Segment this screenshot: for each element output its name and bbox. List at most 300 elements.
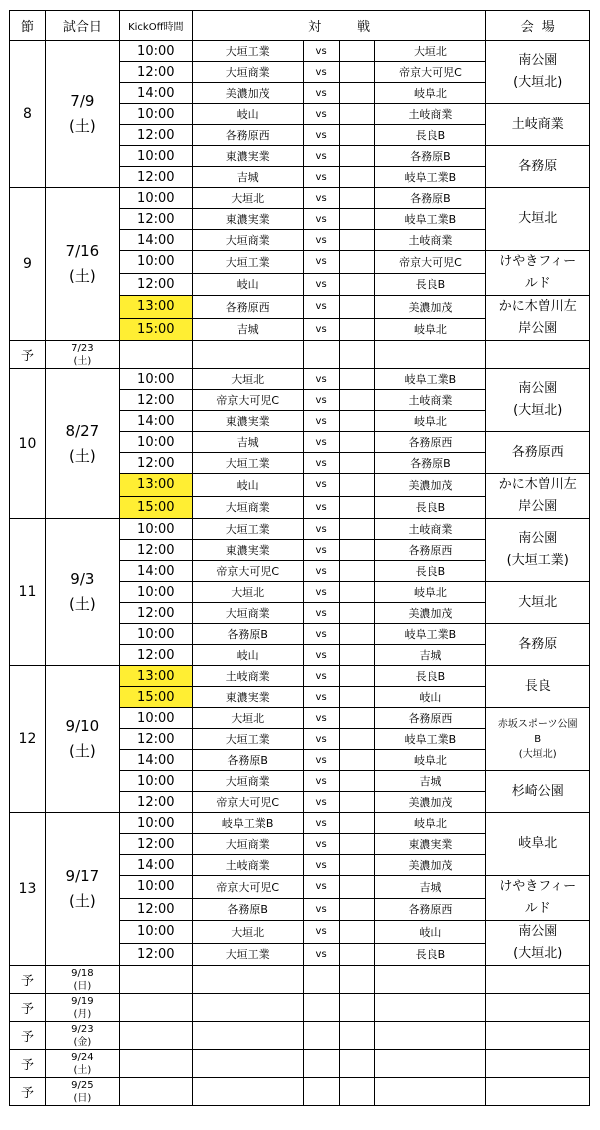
vs-label: vs	[303, 687, 339, 708]
home-team: 各務原西	[192, 296, 303, 319]
kickoff-time: 12:00	[119, 209, 192, 230]
empty-cell	[303, 341, 339, 369]
empty-cell	[339, 1022, 375, 1050]
home-team: 大垣北	[192, 708, 303, 729]
section-dow: (土)	[69, 742, 96, 760]
empty-cell	[339, 994, 375, 1022]
reserve-date: 9/24	[71, 1051, 94, 1063]
reserve-date: 7/23	[71, 342, 94, 354]
kickoff-time: 10:00	[119, 708, 192, 729]
reserve-label: 予	[10, 994, 46, 1022]
vs-label: vs	[303, 603, 339, 624]
match-row	[10, 666, 590, 687]
vs-label: vs	[303, 834, 339, 855]
empty-cell	[486, 966, 590, 994]
kickoff-time: 12:00	[119, 729, 192, 750]
away-team: 岐阜工業B	[375, 209, 486, 230]
reserve-date: 9/25	[71, 1079, 94, 1091]
empty-cell	[119, 994, 192, 1022]
away-team: 岐阜工業B	[375, 624, 486, 645]
section-date: 7/9	[70, 92, 95, 110]
home-team: 大垣工業	[192, 41, 303, 62]
vs-label: vs	[303, 146, 339, 167]
vs-label: vs	[303, 898, 339, 921]
header-row	[10, 11, 590, 41]
home-team: 大垣工業	[192, 943, 303, 966]
spacer-cell	[339, 750, 375, 771]
spacer-cell	[339, 230, 375, 251]
home-team: 東濃実業	[192, 146, 303, 167]
away-team: 岐阜北	[375, 83, 486, 104]
away-team: 美濃加茂	[375, 855, 486, 876]
home-team: 各務原B	[192, 624, 303, 645]
kickoff-time: 10:00	[119, 813, 192, 834]
kickoff-time: 14:00	[119, 83, 192, 104]
spacer-cell	[339, 898, 375, 921]
venue-cell	[486, 296, 590, 341]
venue-line: 岐阜北	[518, 836, 558, 851]
section-date-cell	[45, 519, 119, 666]
away-team: 岐阜北	[375, 750, 486, 771]
kickoff-time: 10:00	[119, 624, 192, 645]
home-team: 各務原西	[192, 125, 303, 146]
reserve-row	[10, 1078, 590, 1106]
empty-cell	[119, 341, 192, 369]
vs-label: vs	[303, 83, 339, 104]
kickoff-time: 10:00	[119, 432, 192, 453]
away-team: 美濃加茂	[375, 792, 486, 813]
kickoff-time: 12:00	[119, 273, 192, 296]
spacer-cell	[339, 561, 375, 582]
kickoff-time: 13:00	[119, 666, 192, 687]
venue-line: 各務原	[518, 158, 558, 174]
venue-line: 南公園	[518, 531, 558, 546]
spacer-cell	[339, 519, 375, 540]
kickoff-time: 13:00	[119, 296, 192, 319]
section-date-cell	[45, 666, 119, 813]
kickoff-time: 10:00	[119, 41, 192, 62]
vs-label: vs	[303, 750, 339, 771]
vs-label: vs	[303, 296, 339, 319]
empty-cell	[303, 994, 339, 1022]
away-team: 各務原B	[375, 188, 486, 209]
home-team: 各務原B	[192, 898, 303, 921]
away-team: 岐阜工業B	[375, 167, 486, 188]
away-team: 岐阜工業B	[375, 729, 486, 750]
vs-label: vs	[303, 813, 339, 834]
venue-cell	[486, 519, 590, 582]
vs-label: vs	[303, 432, 339, 453]
home-team: 東濃実業	[192, 687, 303, 708]
vs-label: vs	[303, 41, 339, 62]
away-team: 長良B	[375, 943, 486, 966]
away-team: 長良B	[375, 561, 486, 582]
kickoff-time: 12:00	[119, 645, 192, 666]
away-team: 岐阜北	[375, 813, 486, 834]
spacer-cell	[339, 496, 375, 519]
away-team: 各務原西	[375, 540, 486, 561]
home-team: 東濃実業	[192, 540, 303, 561]
section-dow: (土)	[69, 117, 96, 135]
empty-cell	[375, 341, 486, 369]
section-number: 11	[10, 519, 46, 666]
empty-cell	[303, 966, 339, 994]
reserve-dow: (日)	[73, 1092, 92, 1104]
kickoff-time: 13:00	[119, 474, 192, 497]
vs-label: vs	[303, 645, 339, 666]
kickoff-time: 12:00	[119, 540, 192, 561]
away-team: 各務原西	[375, 432, 486, 453]
vs-label: vs	[303, 943, 339, 966]
spacer-cell	[339, 62, 375, 83]
home-team: 岐山	[192, 104, 303, 125]
vs-label: vs	[303, 230, 339, 251]
vs-label: vs	[303, 273, 339, 296]
venue-cell	[486, 582, 590, 624]
away-team: 長良B	[375, 496, 486, 519]
home-team: 土岐商業	[192, 855, 303, 876]
home-team: 大垣商業	[192, 771, 303, 792]
spacer-cell	[339, 188, 375, 209]
reserve-label: 予	[10, 1078, 46, 1106]
empty-cell	[192, 1050, 303, 1078]
home-team: 各務原B	[192, 750, 303, 771]
away-team: 美濃加茂	[375, 474, 486, 497]
home-team: 美濃加茂	[192, 83, 303, 104]
spacer-cell	[339, 834, 375, 855]
home-team: 東濃実業	[192, 411, 303, 432]
kickoff-time: 15:00	[119, 687, 192, 708]
empty-cell	[303, 1078, 339, 1106]
home-team: 帝京大可児C	[192, 792, 303, 813]
away-team: 長良B	[375, 125, 486, 146]
vs-label: vs	[303, 855, 339, 876]
empty-cell	[375, 966, 486, 994]
venue-cell	[486, 876, 590, 921]
section-date: 9/17	[65, 867, 100, 885]
vs-label: vs	[303, 251, 339, 274]
away-team: 土岐商業	[375, 230, 486, 251]
spacer-cell	[339, 474, 375, 497]
spacer-cell	[339, 813, 375, 834]
kickoff-time: 10:00	[119, 771, 192, 792]
home-team: 帝京大可児C	[192, 390, 303, 411]
vs-label: vs	[303, 125, 339, 146]
home-team: 吉城	[192, 432, 303, 453]
venue-cell	[486, 104, 590, 146]
home-team: 大垣工業	[192, 453, 303, 474]
spacer-cell	[339, 432, 375, 453]
kickoff-time: 10:00	[119, 519, 192, 540]
venue-line: (大垣工業)	[506, 553, 569, 568]
vs-label: vs	[303, 390, 339, 411]
kickoff-time: 15:00	[119, 496, 192, 519]
section-dow: (土)	[69, 267, 96, 285]
spacer-cell	[339, 624, 375, 645]
empty-cell	[375, 1050, 486, 1078]
away-team: 長良B	[375, 666, 486, 687]
vs-label: vs	[303, 167, 339, 188]
spacer-cell	[339, 855, 375, 876]
spacer-cell	[339, 125, 375, 146]
reserve-date-cell	[45, 1050, 119, 1078]
match-row	[10, 519, 590, 540]
venue-cell	[486, 666, 590, 708]
match-row	[10, 188, 590, 209]
kickoff-time: 10:00	[119, 104, 192, 125]
venue-cell	[486, 251, 590, 296]
venue-cell	[486, 474, 590, 519]
vs-label: vs	[303, 876, 339, 899]
home-team: 大垣商業	[192, 834, 303, 855]
empty-cell	[339, 341, 375, 369]
kickoff-time: 10:00	[119, 146, 192, 167]
away-team: 土岐商業	[375, 104, 486, 125]
kickoff-time: 10:00	[119, 876, 192, 899]
reserve-row	[10, 1050, 590, 1078]
section-date: 9/3	[70, 570, 95, 588]
header-section: 節	[10, 11, 46, 41]
home-team: 吉城	[192, 167, 303, 188]
away-team: 各務原西	[375, 708, 486, 729]
venue-line: ルド	[524, 901, 551, 916]
vs-label: vs	[303, 519, 339, 540]
venue-line: 南公園	[518, 53, 558, 68]
reserve-row	[10, 341, 590, 369]
empty-cell	[486, 1022, 590, 1050]
kickoff-time: 14:00	[119, 750, 192, 771]
vs-label: vs	[303, 540, 339, 561]
kickoff-time: 12:00	[119, 834, 192, 855]
vs-label: vs	[303, 582, 339, 603]
venue-cell	[486, 432, 590, 474]
vs-label: vs	[303, 453, 339, 474]
kickoff-time: 14:00	[119, 411, 192, 432]
venue-line: (大垣北)	[518, 748, 557, 760]
venue-cell	[486, 369, 590, 432]
reserve-dow: (日)	[73, 980, 92, 992]
home-team: 帝京大可児C	[192, 876, 303, 899]
venue-line: 杉崎公園	[511, 783, 564, 799]
reserve-row	[10, 966, 590, 994]
spacer-cell	[339, 318, 375, 341]
spacer-cell	[339, 876, 375, 899]
vs-label: vs	[303, 188, 339, 209]
kickoff-time: 12:00	[119, 792, 192, 813]
venue-line: 大垣北	[518, 594, 558, 610]
away-team: 大垣北	[375, 41, 486, 62]
empty-cell	[339, 1078, 375, 1106]
empty-cell	[119, 1022, 192, 1050]
vs-label: vs	[303, 496, 339, 519]
venue-line: 各務原	[518, 636, 558, 652]
section-date: 7/16	[65, 242, 100, 260]
empty-cell	[192, 1078, 303, 1106]
spacer-cell	[339, 146, 375, 167]
home-team: 岐阜工業B	[192, 813, 303, 834]
away-team: 土岐商業	[375, 519, 486, 540]
venue-cell	[486, 41, 590, 104]
venue-line: かに木曽川左	[498, 477, 577, 492]
spacer-cell	[339, 273, 375, 296]
empty-cell	[486, 994, 590, 1022]
home-team: 岐山	[192, 474, 303, 497]
home-team: 帝京大可児C	[192, 561, 303, 582]
vs-label: vs	[303, 771, 339, 792]
kickoff-time: 12:00	[119, 603, 192, 624]
home-team: 大垣北	[192, 369, 303, 390]
spacer-cell	[339, 603, 375, 624]
away-team: 帝京大可児C	[375, 62, 486, 83]
match-row	[10, 41, 590, 62]
away-team: 岐阜北	[375, 411, 486, 432]
empty-cell	[486, 1078, 590, 1106]
section-number: 12	[10, 666, 46, 813]
reserve-date-cell	[45, 341, 119, 369]
home-team: 大垣工業	[192, 519, 303, 540]
match-row	[10, 369, 590, 390]
kickoff-time: 12:00	[119, 62, 192, 83]
away-team: 長良B	[375, 273, 486, 296]
empty-cell	[375, 1078, 486, 1106]
spacer-cell	[339, 540, 375, 561]
venue-line: 南公園	[518, 924, 558, 939]
empty-cell	[303, 1050, 339, 1078]
venue-line: 大垣北	[518, 211, 558, 226]
kickoff-time: 12:00	[119, 943, 192, 966]
reserve-dow: (月)	[73, 1008, 92, 1020]
kickoff-time: 10:00	[119, 582, 192, 603]
venue-line: けやきフィー	[499, 879, 577, 894]
venue-line: B	[534, 733, 542, 745]
empty-cell	[486, 341, 590, 369]
kickoff-time: 12:00	[119, 125, 192, 146]
vs-label: vs	[303, 369, 339, 390]
away-team: 各務原西	[375, 898, 486, 921]
section-date-cell	[45, 41, 119, 188]
away-team: 吉城	[375, 771, 486, 792]
away-team: 帝京大可児C	[375, 251, 486, 274]
reserve-date: 9/18	[71, 967, 94, 979]
away-team: 岐山	[375, 921, 486, 944]
reserve-date-cell	[45, 966, 119, 994]
vs-label: vs	[303, 708, 339, 729]
away-team: 岐山	[375, 687, 486, 708]
kickoff-time: 15:00	[119, 318, 192, 341]
kickoff-time: 12:00	[119, 453, 192, 474]
home-team: 東濃実業	[192, 209, 303, 230]
away-team: 東濃実業	[375, 834, 486, 855]
venue-cell	[486, 146, 590, 188]
venue-line: けやきフィー	[499, 254, 577, 269]
venue-line: 岸公園	[518, 499, 558, 514]
vs-label: vs	[303, 474, 339, 497]
kickoff-time: 10:00	[119, 369, 192, 390]
section-dow: (土)	[69, 892, 96, 910]
header-venue: 会場	[486, 11, 590, 41]
empty-cell	[339, 1050, 375, 1078]
venue-line: 土岐商業	[511, 116, 564, 132]
vs-label: vs	[303, 729, 339, 750]
venue-cell	[486, 921, 590, 966]
empty-cell	[375, 994, 486, 1022]
home-team: 岐山	[192, 645, 303, 666]
section-date: 8/27	[65, 421, 100, 440]
home-team: 土岐商業	[192, 666, 303, 687]
away-team: 吉城	[375, 876, 486, 899]
reserve-dow: (金)	[73, 1036, 92, 1048]
away-team: 岐阜北	[375, 582, 486, 603]
home-team: 大垣商業	[192, 496, 303, 519]
home-team: 大垣商業	[192, 62, 303, 83]
spacer-cell	[339, 41, 375, 62]
away-team: 各務原B	[375, 146, 486, 167]
schedule-body	[10, 41, 590, 1106]
header-date: 試合日	[45, 11, 119, 41]
venue-line: 各務原西	[511, 444, 564, 460]
vs-label: vs	[303, 62, 339, 83]
venue-cell	[486, 813, 590, 876]
reserve-date-cell	[45, 1078, 119, 1106]
reserve-dow: (土)	[73, 1064, 92, 1076]
home-team: 大垣北	[192, 582, 303, 603]
spacer-cell	[339, 708, 375, 729]
spacer-cell	[339, 645, 375, 666]
section-number: 10	[10, 369, 46, 519]
section-date-cell	[45, 188, 119, 341]
kickoff-time: 14:00	[119, 561, 192, 582]
reserve-row	[10, 994, 590, 1022]
venue-line: 岸公園	[518, 321, 558, 336]
spacer-cell	[339, 771, 375, 792]
venue-line: (大垣北)	[513, 403, 563, 418]
empty-cell	[119, 966, 192, 994]
reserve-label: 予	[10, 341, 46, 369]
spacer-cell	[339, 83, 375, 104]
empty-cell	[303, 1022, 339, 1050]
venue-cell	[486, 624, 590, 666]
away-team: 岐阜北	[375, 318, 486, 341]
kickoff-time: 14:00	[119, 230, 192, 251]
kickoff-time: 10:00	[119, 188, 192, 209]
venue-line: 長良	[524, 678, 551, 694]
section-date-cell	[45, 369, 119, 519]
venue-line: かに木曽川左	[498, 299, 577, 314]
section-number: 9	[10, 188, 46, 341]
section-dow: (土)	[69, 446, 96, 465]
match-row	[10, 813, 590, 834]
spacer-cell	[339, 582, 375, 603]
spacer-cell	[339, 666, 375, 687]
vs-label: vs	[303, 921, 339, 944]
section-number: 8	[10, 41, 46, 188]
empty-cell	[192, 1022, 303, 1050]
reserve-dow: (土)	[73, 355, 92, 367]
header-kickoff: KickOff時間	[119, 11, 192, 41]
away-team: 美濃加茂	[375, 603, 486, 624]
empty-cell	[192, 341, 303, 369]
away-team: 吉城	[375, 645, 486, 666]
vs-label: vs	[303, 318, 339, 341]
section-date-cell	[45, 813, 119, 966]
spacer-cell	[339, 251, 375, 274]
vs-label: vs	[303, 666, 339, 687]
empty-cell	[192, 966, 303, 994]
empty-cell	[192, 994, 303, 1022]
spacer-cell	[339, 792, 375, 813]
section-number: 13	[10, 813, 46, 966]
empty-cell	[375, 1022, 486, 1050]
